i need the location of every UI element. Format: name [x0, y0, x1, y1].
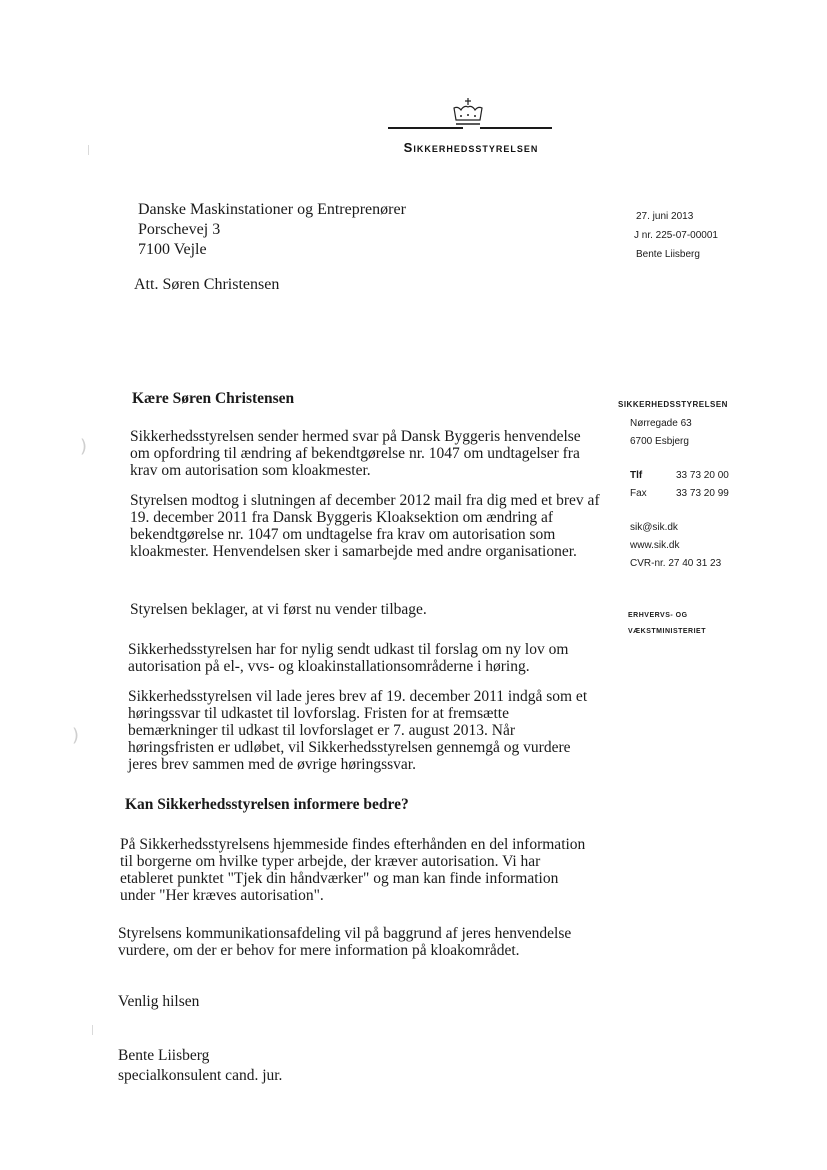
- sidebar-cvr: CVR-nr. 27 40 31 23: [630, 558, 722, 569]
- fax-label: Fax: [630, 488, 647, 499]
- body-paragraph-7: Styrelsens kommunikationsafdeling vil på baggrund af jeres henvendelse vurdere, om der er behov for mere information på kloakområdet.: [118, 925, 572, 959]
- signer-title: specialkonsulent cand. jur.: [118, 1067, 283, 1084]
- sidebar-city: 6700 Esbjerg: [630, 436, 689, 447]
- body-paragraph-5: Sikkerhedsstyrelsen vil lade jeres brev af 19. december 2011 indgå som et høringssvar til udkastet til lovforslag. Fristen for at fremsætte bemærkninger til udkast til lovforslaget er 7. august 2013. Når høringsfristen er udløbet, vil Sikkerhedsstyrelsen gennemgå og vurdere jeres brev sammen med de øvrige høringssvar.: [128, 688, 588, 773]
- punch-hole-mark: ): [80, 436, 88, 457]
- crown-logo-icon: [448, 96, 488, 130]
- letterhead-rule-right: [480, 127, 552, 129]
- margin-mark: [88, 145, 89, 155]
- ministry-line-1: ERHVERVS- OG: [628, 612, 688, 619]
- sidebar-organisation: SIKKERHEDSSTYRELSEN: [618, 400, 728, 409]
- signer-name: Bente Liisberg: [118, 1047, 210, 1064]
- body-paragraph-6: På Sikkerhedsstyrelsens hjemmeside findes efterhånden en del information til borgerne om hvilke typer arbejde, der kræver autorisation. Vi har etableret punktet "Tjek din håndværker" og man kan finde information under "Her kræves autorisation".: [120, 836, 586, 904]
- phone-label: Tlf: [630, 470, 643, 481]
- case-handler: Bente Liisberg: [636, 249, 700, 260]
- recipient-street: Porschevej 3: [138, 221, 221, 238]
- fax-number: 33 73 20 99: [676, 488, 729, 499]
- letterhead-rule-left: [388, 127, 463, 129]
- letterhead-organisation: Sikkerhedsstyrelsen: [403, 140, 539, 155]
- recipient-city: 7100 Vejle: [138, 241, 207, 258]
- margin-mark: [92, 1025, 93, 1035]
- salutation: Kære Søren Christensen: [132, 390, 295, 407]
- phone-number: 33 73 20 00: [676, 470, 729, 481]
- sidebar-street: Nørregade 63: [630, 418, 692, 429]
- ministry-line-2: VÆKSTMINISTERIET: [628, 628, 707, 635]
- body-paragraph-2: Styrelsen modtog i slutningen af december 2012 mail fra dig med et brev af 19. december 2011 fra Dansk Byggeris Kloaksektion om ændring af bekendtgørelse nr. 1047 om undtagelse fra krav om autorisation som kloakmester. Henvendelsen sker i samarbejde med andre organisationer.: [130, 492, 600, 560]
- body-paragraph-3: Styrelsen beklager, at vi først nu vender tilbage.: [130, 601, 427, 618]
- sidebar-email: sik@sik.dk: [630, 522, 678, 533]
- journal-number: J nr. 225-07-00001: [634, 230, 718, 241]
- body-paragraph-4: Sikkerhedsstyrelsen har for nylig sendt udkast til forslag om ny lov om autorisation på el-, vvs- og kloakinstallationsområderne i høring.: [128, 641, 569, 675]
- section-heading: Kan Sikkerhedsstyrelsen informere bedre?: [125, 796, 409, 813]
- sidebar-website: www.sik.dk: [630, 540, 680, 551]
- closing: Venlig hilsen: [118, 993, 200, 1010]
- body-paragraph-1: Sikkerhedsstyrelsen sender hermed svar på Dansk Byggeris henvendelse om opfordring til ændring af bekendtgørelse nr. 1047 om undtagelser fra krav om autorisation som kloakmester.: [130, 428, 581, 479]
- recipient-attention: Att. Søren Christensen: [134, 276, 280, 293]
- recipient-company: Danske Maskinstationer og Entreprenører: [138, 201, 406, 218]
- punch-hole-mark: ): [72, 725, 80, 746]
- letter-date: 27. juni 2013: [636, 211, 694, 222]
